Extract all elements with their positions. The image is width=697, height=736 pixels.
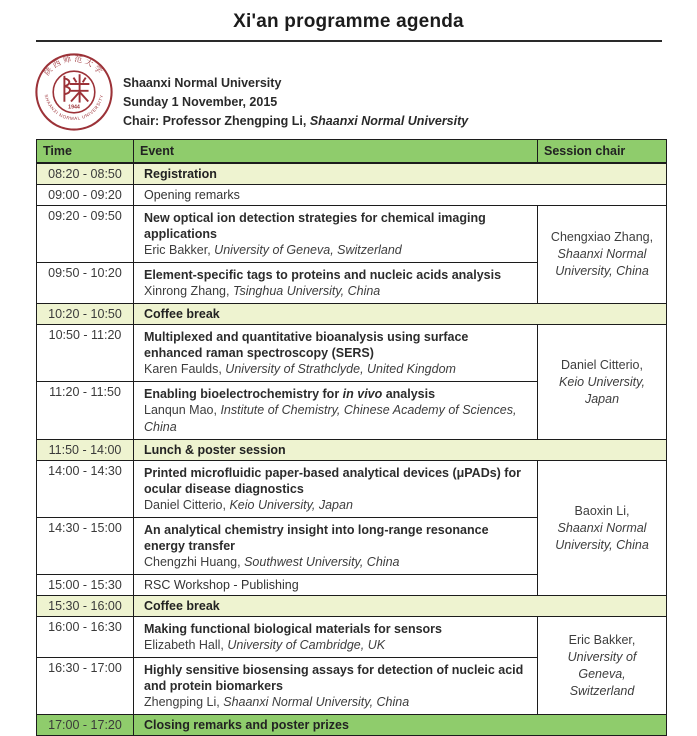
page-title: Xi'an programme agenda	[233, 11, 464, 32]
table-row	[37, 185, 667, 206]
talk-speaker: Zhengping Li, Shaanxi Normal University, China	[144, 695, 410, 709]
session-chair-cell: Daniel Citterio, Keio University, Japan	[538, 325, 667, 440]
event-cell: Coffee break	[134, 304, 667, 325]
event-cell	[134, 263, 538, 304]
time-cell: 09:50 - 10:20	[37, 263, 134, 304]
header-info	[123, 74, 468, 132]
time-cell: 10:50 - 11:20	[37, 325, 134, 382]
talk-title: Element-specific tags to proteins and nucleic acids analysis	[144, 268, 502, 282]
seal-year: 1944	[68, 104, 80, 111]
event-date: Sunday 1 November, 2015	[123, 95, 278, 109]
event-cell	[134, 658, 538, 715]
event-cell	[134, 461, 538, 518]
agenda-body	[37, 163, 667, 736]
talk-title: Enabling bioelectrochemistry for in vivo analysis	[144, 387, 436, 401]
time-cell: 16:30 - 17:00	[37, 658, 134, 715]
seal-arc-top-text: 陕西师范大学	[42, 54, 106, 78]
event-cell: RSC Workshop - Publishing	[134, 575, 538, 596]
talk-speaker: Daniel Citterio, Keio University, Japan	[144, 498, 353, 512]
talk-title: Multiplexed and quantitative bioanalysis using surface enhanced raman spectroscopy (SERS)	[144, 330, 469, 360]
title-divider	[36, 40, 662, 42]
time-cell: 15:00 - 15:30	[37, 575, 134, 596]
event-cell: Coffee break	[134, 596, 667, 617]
header-row	[37, 140, 667, 164]
day-chair-affiliation: Shaanxi Normal University	[309, 114, 469, 128]
university-seal-logo	[34, 52, 114, 132]
event-cell	[134, 206, 538, 263]
table-row	[37, 617, 667, 658]
session-chair-cell: Eric Bakker, University of Geneva, Switzerland	[538, 617, 667, 715]
talk-speaker: Xinrong Zhang, Tsinghua University, China	[144, 284, 381, 298]
talk-speaker: Chengzhi Huang, Southwest University, China	[144, 555, 400, 569]
time-cell: 17:00 - 17:20	[37, 715, 134, 736]
agenda-table	[36, 139, 667, 736]
session-chair-cell: Chengxiao Zhang, Shaanxi Normal University, China	[538, 206, 667, 304]
event-cell	[134, 382, 538, 440]
talk-speaker: Eric Bakker, University of Geneva, Switzerland	[144, 243, 402, 257]
event-cell	[134, 325, 538, 382]
table-row	[37, 206, 667, 263]
talk-title: Printed microfluidic paper-based analytical devices (μPADs) for ocular disease diagnostics	[144, 466, 521, 496]
document-header	[34, 52, 697, 132]
day-chair-line	[123, 112, 468, 131]
talk-title: New optical ion detection strategies for chemical imaging applications	[144, 211, 486, 241]
seal-character	[64, 75, 88, 101]
table-row	[37, 461, 667, 518]
time-cell: 15:30 - 16:00	[37, 596, 134, 617]
table-row	[37, 325, 667, 382]
talk-speaker: Elizabeth Hall, University of Cambridge, UK	[144, 638, 386, 652]
event-cell: Registration	[134, 163, 667, 185]
event-cell	[134, 617, 538, 658]
university-seal-icon	[34, 52, 114, 132]
event-cell: Closing remarks and poster prizes	[134, 715, 667, 736]
day-chair-label: Chair: Professor Zhengping Li,	[123, 114, 310, 128]
talk-speaker: Karen Faulds, University of Strathclyde, United Kingdom	[144, 362, 456, 376]
seal-arc-bottom-text: SHAANXI NORMAL UNIVERSITY	[43, 93, 105, 122]
session-chair-cell: Baoxin Li, Shaanxi Normal University, China	[538, 461, 667, 596]
time-cell: 11:20 - 11:50	[37, 382, 134, 440]
table-row	[37, 163, 667, 185]
agenda-table-head	[37, 140, 667, 164]
time-cell: 14:00 - 14:30	[37, 461, 134, 518]
column-header-time: Time	[37, 140, 134, 164]
talk-speaker: Lanqun Mao, Institute of Chemistry, Chinese Academy of Sciences, China	[144, 403, 517, 434]
university-name: Shaanxi Normal University	[123, 76, 282, 90]
table-row	[37, 715, 667, 736]
table-row	[37, 440, 667, 461]
table-row	[37, 304, 667, 325]
time-cell: 16:00 - 16:30	[37, 617, 134, 658]
talk-title: An analytical chemistry insight into long-range resonance energy transfer	[144, 523, 489, 553]
event-cell: Opening remarks	[134, 185, 667, 206]
column-header-event: Event	[134, 140, 538, 164]
event-cell	[134, 518, 538, 575]
time-cell: 09:20 - 09:50	[37, 206, 134, 263]
talk-title: Making functional biological materials for sensors	[144, 622, 442, 636]
time-cell: 09:00 - 09:20	[37, 185, 134, 206]
table-row	[37, 596, 667, 617]
time-cell: 11:50 - 14:00	[37, 440, 134, 461]
time-cell: 14:30 - 15:00	[37, 518, 134, 575]
column-header-session-chair: Session chair	[538, 140, 667, 164]
time-cell: 10:20 - 10:50	[37, 304, 134, 325]
talk-title: Highly sensitive biosensing assays for detection of nucleic acid and protein biomarkers	[144, 663, 524, 693]
time-cell: 08:20 - 08:50	[37, 163, 134, 185]
event-cell: Lunch & poster session	[134, 440, 667, 461]
